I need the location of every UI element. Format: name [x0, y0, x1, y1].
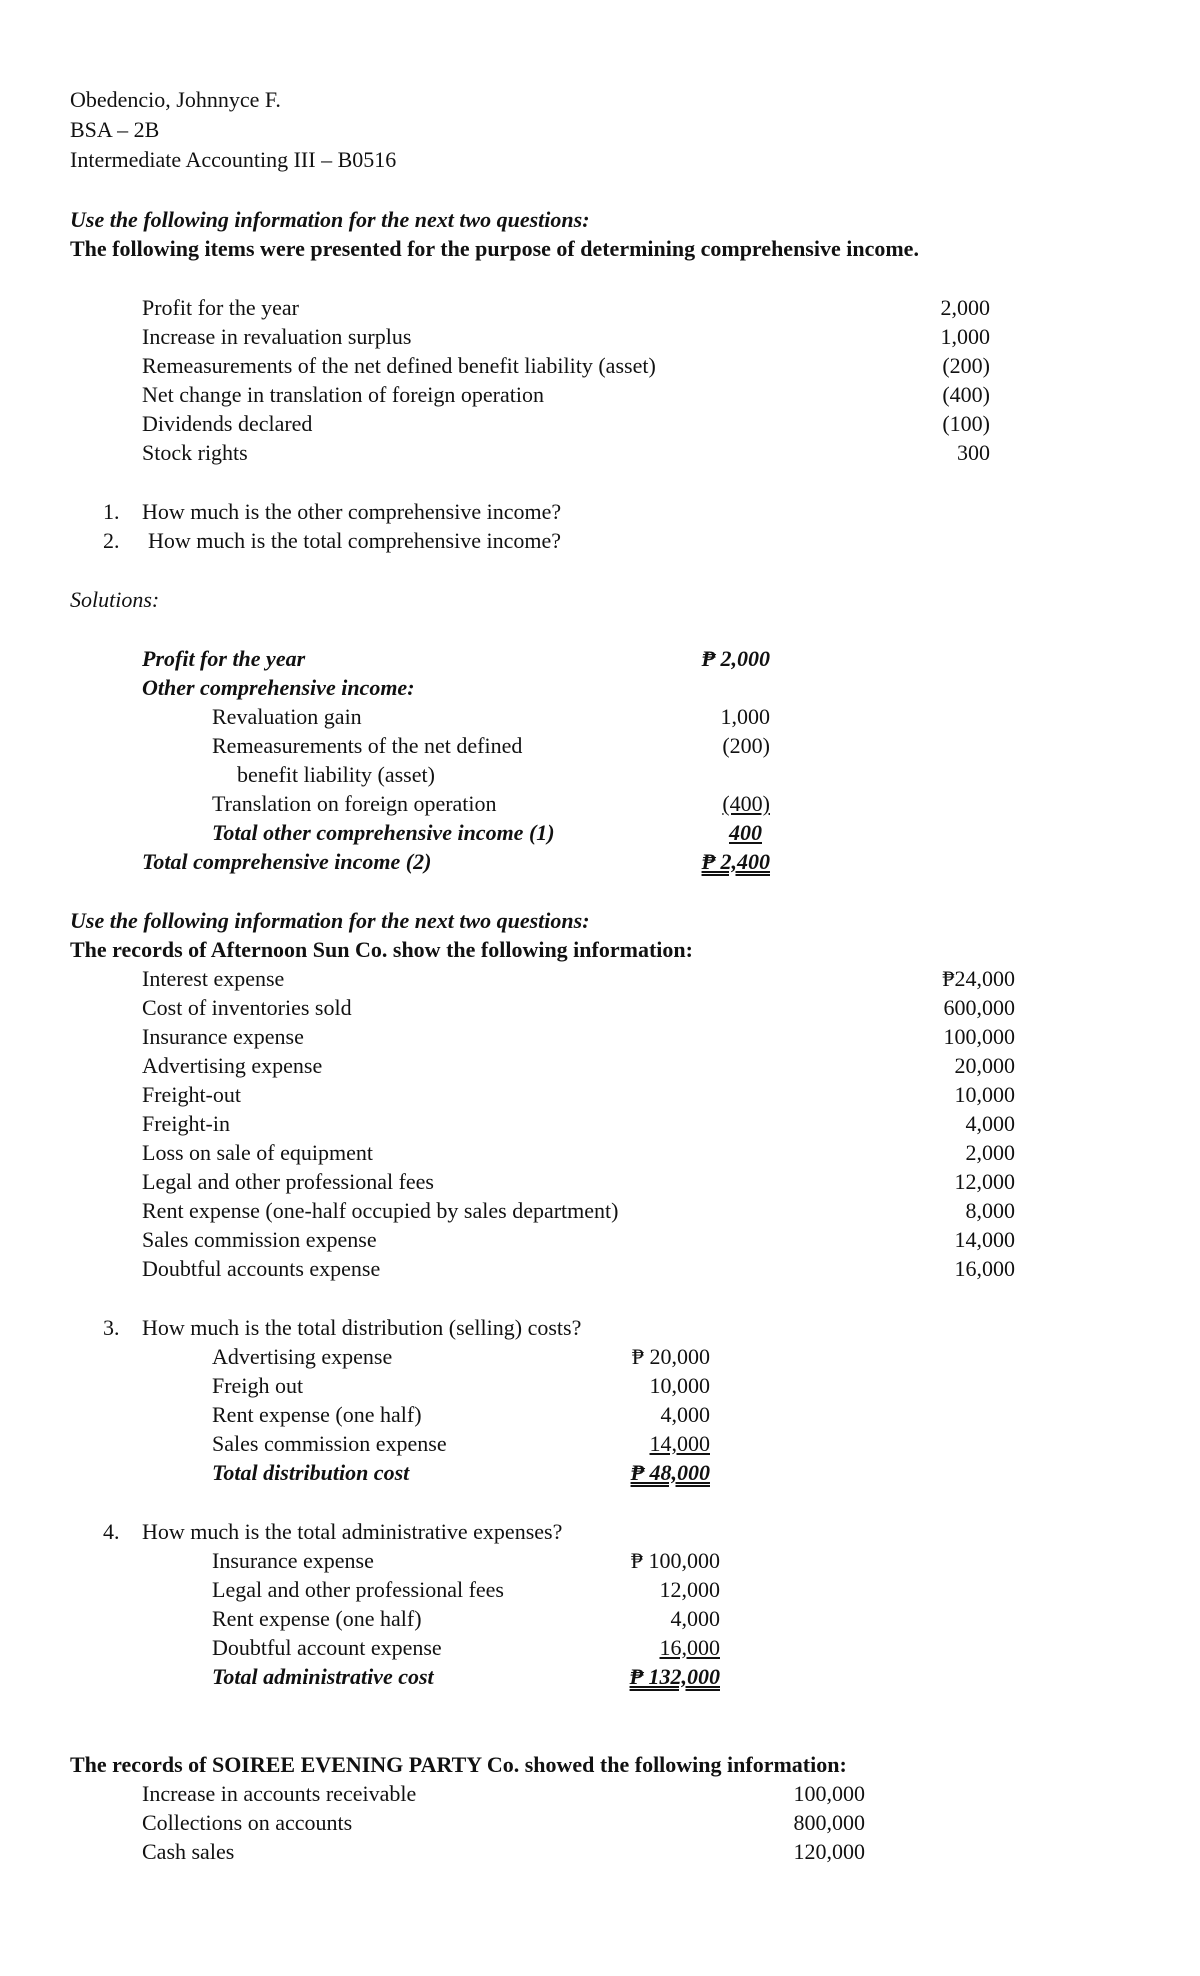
list-item-value: 16,000 — [954, 1256, 1015, 1281]
list-item-label: Doubtful account expense — [212, 1635, 442, 1660]
list-item-label: Legal and other professional fees — [142, 1169, 434, 1194]
list-item-value: 10,000 — [649, 1373, 710, 1398]
part2-intro: Use the following information for the next two questions: — [70, 908, 590, 933]
question-number: 3. — [103, 1315, 120, 1340]
question-number: 4. — [103, 1519, 120, 1544]
list-item-label: Doubtful accounts expense — [142, 1256, 381, 1281]
list-item-label: Freight-out — [142, 1082, 241, 1107]
list-item-value: 4,000 — [660, 1402, 710, 1427]
list-item-value: 10,000 — [954, 1082, 1015, 1107]
part1-intro: Use the following information for the next two questions: — [70, 207, 590, 232]
list-item-value: 2,000 — [965, 1140, 1015, 1165]
list-item-value: 1,000 — [940, 324, 990, 349]
list-item-label: Rent expense (one-half occupied by sales department) — [142, 1198, 619, 1223]
list-item-value: 4,000 — [965, 1111, 1015, 1136]
transl-value: (400) — [722, 791, 770, 816]
question-3: How much is the total distribution (selling) costs? — [142, 1315, 582, 1340]
question-4: How much is the total administrative expenses? — [142, 1519, 563, 1544]
question-number: 1. — [103, 499, 120, 524]
list-item-value: 800,000 — [793, 1810, 865, 1835]
list-item-value: 100,000 — [793, 1781, 865, 1806]
question-2: How much is the total comprehensive income? — [148, 528, 561, 553]
list-item-label: Cash sales — [142, 1839, 235, 1864]
list-item-value: 14,000 — [954, 1227, 1015, 1252]
transl-label: Translation on foreign operation — [212, 791, 497, 816]
list-item-value: 4,000 — [670, 1606, 720, 1631]
list-item-label: Loss on sale of equipment — [142, 1140, 373, 1165]
list-item-label: Legal and other professional fees — [212, 1577, 504, 1602]
q3-total-label: Total distribution cost — [212, 1460, 410, 1485]
list-item-label: Profit for the year — [142, 295, 299, 320]
list-item-value: ₱ 100,000 — [630, 1548, 720, 1573]
list-item-value: 16,000 — [659, 1635, 720, 1660]
list-item-label: Insurance expense — [142, 1024, 304, 1049]
q4-total-value: ₱ 132,000 — [629, 1664, 720, 1689]
list-item-label: Rent expense (one half) — [212, 1606, 422, 1631]
remeas-label-cont: benefit liability (asset) — [237, 762, 435, 787]
list-item-value: (400) — [942, 382, 990, 407]
list-item-value: 12,000 — [954, 1169, 1015, 1194]
part3-lead: The records of SOIREE EVENING PARTY Co. showed the following information: — [70, 1752, 847, 1777]
profit-label: Profit for the year — [142, 646, 306, 671]
q3-total-value: ₱ 48,000 — [630, 1460, 710, 1485]
list-item-value: (200) — [942, 353, 990, 378]
list-item-label: Sales commission expense — [142, 1227, 377, 1252]
list-item-value: (100) — [942, 411, 990, 436]
question-1: How much is the other comprehensive income? — [142, 499, 562, 524]
list-item-label: Remeasurements of the net defined benefit liability (asset) — [142, 353, 656, 378]
list-item-value: 12,000 — [659, 1577, 720, 1602]
oci-heading: Other comprehensive income: — [142, 675, 415, 700]
list-item-label: Cost of inventories sold — [142, 995, 352, 1020]
total-ci-label: Total comprehensive income (2) — [142, 849, 432, 874]
course: Intermediate Accounting III – B0516 — [70, 147, 397, 172]
remeas-label: Remeasurements of the net defined — [212, 733, 523, 758]
list-item-label: Increase in accounts receivable — [142, 1781, 417, 1806]
list-item-value: 20,000 — [954, 1053, 1015, 1078]
total-oci-label: Total other comprehensive income (1) — [212, 820, 555, 845]
list-item-label: Insurance expense — [212, 1548, 374, 1573]
solutions-label: Solutions: — [70, 587, 160, 612]
list-item-label: Sales commission expense — [212, 1431, 447, 1456]
question-number: 2. — [103, 528, 120, 553]
list-item-label: Dividends declared — [142, 411, 313, 436]
list-item-label: Advertising expense — [142, 1053, 323, 1078]
list-item-value: 120,000 — [793, 1839, 865, 1864]
reval-label: Revaluation gain — [212, 704, 362, 729]
total-oci-value: 400 — [729, 820, 762, 845]
list-item-label: Stock rights — [142, 440, 248, 465]
list-item-value: ₱ 20,000 — [631, 1344, 710, 1369]
q4-total-label: Total administrative cost — [212, 1664, 434, 1689]
list-item-value: 300 — [957, 440, 990, 465]
list-item-value: 8,000 — [965, 1198, 1015, 1223]
part1-lead: The following items were presented for the purpose of determining comprehensive income. — [70, 236, 919, 261]
list-item-label: Collections on accounts — [142, 1810, 353, 1835]
part2-lead: The records of Afternoon Sun Co. show the following information: — [70, 937, 693, 962]
section: BSA – 2B — [70, 117, 160, 142]
list-item-value: 100,000 — [943, 1024, 1015, 1049]
total-ci-value: ₱ 2,400 — [701, 849, 770, 874]
list-item-value: 600,000 — [943, 995, 1015, 1020]
profit-value: ₱ 2,000 — [701, 646, 770, 671]
remeas-value: (200) — [722, 733, 770, 758]
list-item-label: Net change in translation of foreign operation — [142, 382, 544, 407]
list-item-value: 14,000 — [649, 1431, 710, 1456]
list-item-label: Freight-in — [142, 1111, 230, 1136]
list-item-value: ₱24,000 — [942, 966, 1015, 991]
list-item-label: Advertising expense — [212, 1344, 393, 1369]
list-item-label: Increase in revaluation surplus — [142, 324, 412, 349]
list-item-value: 2,000 — [940, 295, 990, 320]
list-item-label: Freigh out — [212, 1373, 304, 1398]
list-item-label: Interest expense — [142, 966, 285, 991]
student-name: Obedencio, Johnnyce F. — [70, 87, 281, 112]
reval-value: 1,000 — [720, 704, 770, 729]
list-item-label: Rent expense (one half) — [212, 1402, 422, 1427]
